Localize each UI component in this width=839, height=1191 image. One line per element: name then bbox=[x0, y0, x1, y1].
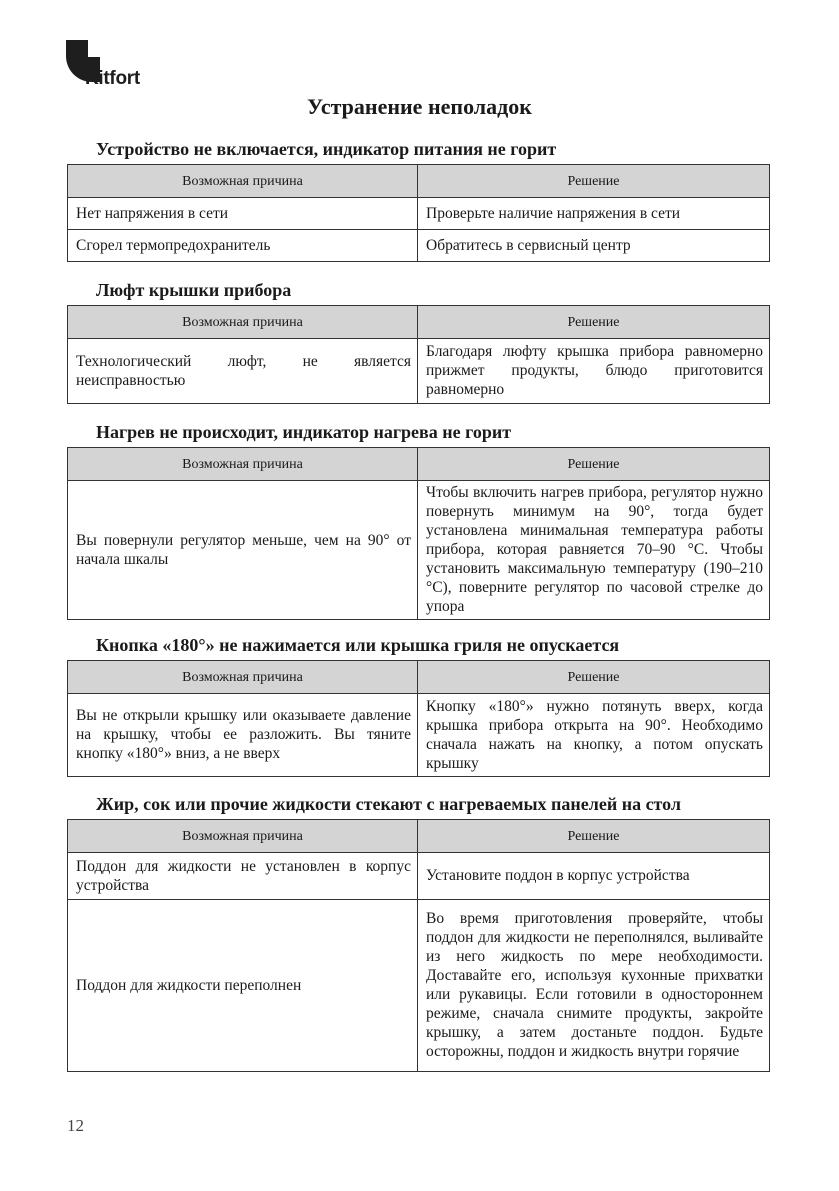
troubleshooting-table-liquid-leak bbox=[67, 819, 770, 1072]
column-header-cause: Возможная причина bbox=[68, 306, 418, 339]
solution-cell: Кнопку «180°» нужно потянуть вверх, когда крышка прибора открыта на 90°. Необходимо сначала нажать на кнопку, а потом опускать крышку bbox=[418, 694, 770, 777]
column-header-cause: Возможная причина bbox=[68, 448, 418, 481]
page-number: 12 bbox=[67, 1116, 84, 1135]
table-header-row bbox=[68, 165, 770, 198]
section-heading-lid-play: Люфт крышки прибора bbox=[96, 280, 292, 300]
column-header-solution: Решение bbox=[418, 165, 770, 198]
column-header-cause: Возможная причина bbox=[68, 820, 418, 853]
table-header-row bbox=[68, 306, 770, 339]
table-row bbox=[68, 900, 770, 1072]
solution-cell: Проверьте наличие напряжения в сети bbox=[418, 198, 770, 230]
column-header-cause: Возможная причина bbox=[68, 165, 418, 198]
cause-cell: Сгорел термопредохранитель bbox=[68, 230, 418, 262]
brand-name: Kitfort bbox=[85, 68, 140, 89]
troubleshooting-table-no-power bbox=[67, 164, 770, 262]
troubleshooting-table-180-button bbox=[67, 660, 770, 777]
table-header-row bbox=[68, 661, 770, 694]
troubleshooting-table-no-heating bbox=[67, 447, 770, 620]
column-header-solution: Решение bbox=[418, 661, 770, 694]
table-header-row bbox=[68, 820, 770, 853]
solution-cell: Обратитесь в сервисный центр bbox=[418, 230, 770, 262]
section-heading-no-power: Устройство не включается, индикатор питания не горит bbox=[96, 139, 557, 159]
solution-cell: Установите поддон в корпус устройства bbox=[418, 853, 770, 900]
section-heading-180-button: Кнопка «180°» не нажимается или крышка гриля не опускается bbox=[96, 635, 620, 655]
page-title: Устранение неполадок bbox=[307, 94, 532, 119]
cause-cell: Поддон для жидкости не установлен в корпус устройства bbox=[68, 853, 418, 900]
column-header-solution: Решение bbox=[418, 448, 770, 481]
cause-cell: Технологический люфт, не является неисправностью bbox=[68, 339, 418, 404]
kitfort-logo bbox=[66, 40, 176, 92]
solution-cell: Благодаря люфту крышка прибора равномерно прижмет продукты, блюдо приготовится равномерно bbox=[418, 339, 770, 404]
section-heading-no-heating: Нагрев не происходит, индикатор нагрева не горит bbox=[96, 422, 512, 442]
solution-cell: Во время приготовления проверяйте, чтобы поддон для жидкости не переполнялся, выливайте из него жидкость по мере необходимости. Доставайте его, используя кухонные прихватки или рукавицы. Если готовили в одностороннем режиме, сначала снимите продукты, закройте крышку, а затем достаньте поддон. Будьте осторожны, поддон и жидкость внутри горячие bbox=[418, 900, 770, 1072]
solution-cell: Чтобы включить нагрев прибора, регулятор нужно повернуть минимум на 90°, тогда будет установлена минимальная температура работы прибора, которая равняется 70–90 °С. Чтобы установить максимальную температуру (190–210 °С), поверните регулятор по часовой стрелке до упора bbox=[418, 481, 770, 620]
table-row bbox=[68, 339, 770, 404]
table-row bbox=[68, 694, 770, 777]
table-header-row bbox=[68, 448, 770, 481]
table-row bbox=[68, 853, 770, 900]
cause-cell: Вы повернули регулятор меньше, чем на 90° от начала шкалы bbox=[68, 481, 418, 620]
table-row bbox=[68, 230, 770, 262]
cause-cell: Поддон для жидкости переполнен bbox=[68, 900, 418, 1072]
troubleshooting-table-lid-play bbox=[67, 305, 770, 404]
table-row bbox=[68, 481, 770, 620]
section-heading-liquid-leak: Жир, сок или прочие жидкости стекают с нагреваемых панелей на стол bbox=[96, 794, 682, 814]
column-header-solution: Решение bbox=[418, 306, 770, 339]
column-header-cause: Возможная причина bbox=[68, 661, 418, 694]
cause-cell: Нет напряжения в сети bbox=[68, 198, 418, 230]
cause-cell: Вы не открыли крышку или оказываете давление на крышку, чтобы ее разложить. Вы тяните кнопку «180°» вниз, а не вверх bbox=[68, 694, 418, 777]
table-row bbox=[68, 198, 770, 230]
column-header-solution: Решение bbox=[418, 820, 770, 853]
